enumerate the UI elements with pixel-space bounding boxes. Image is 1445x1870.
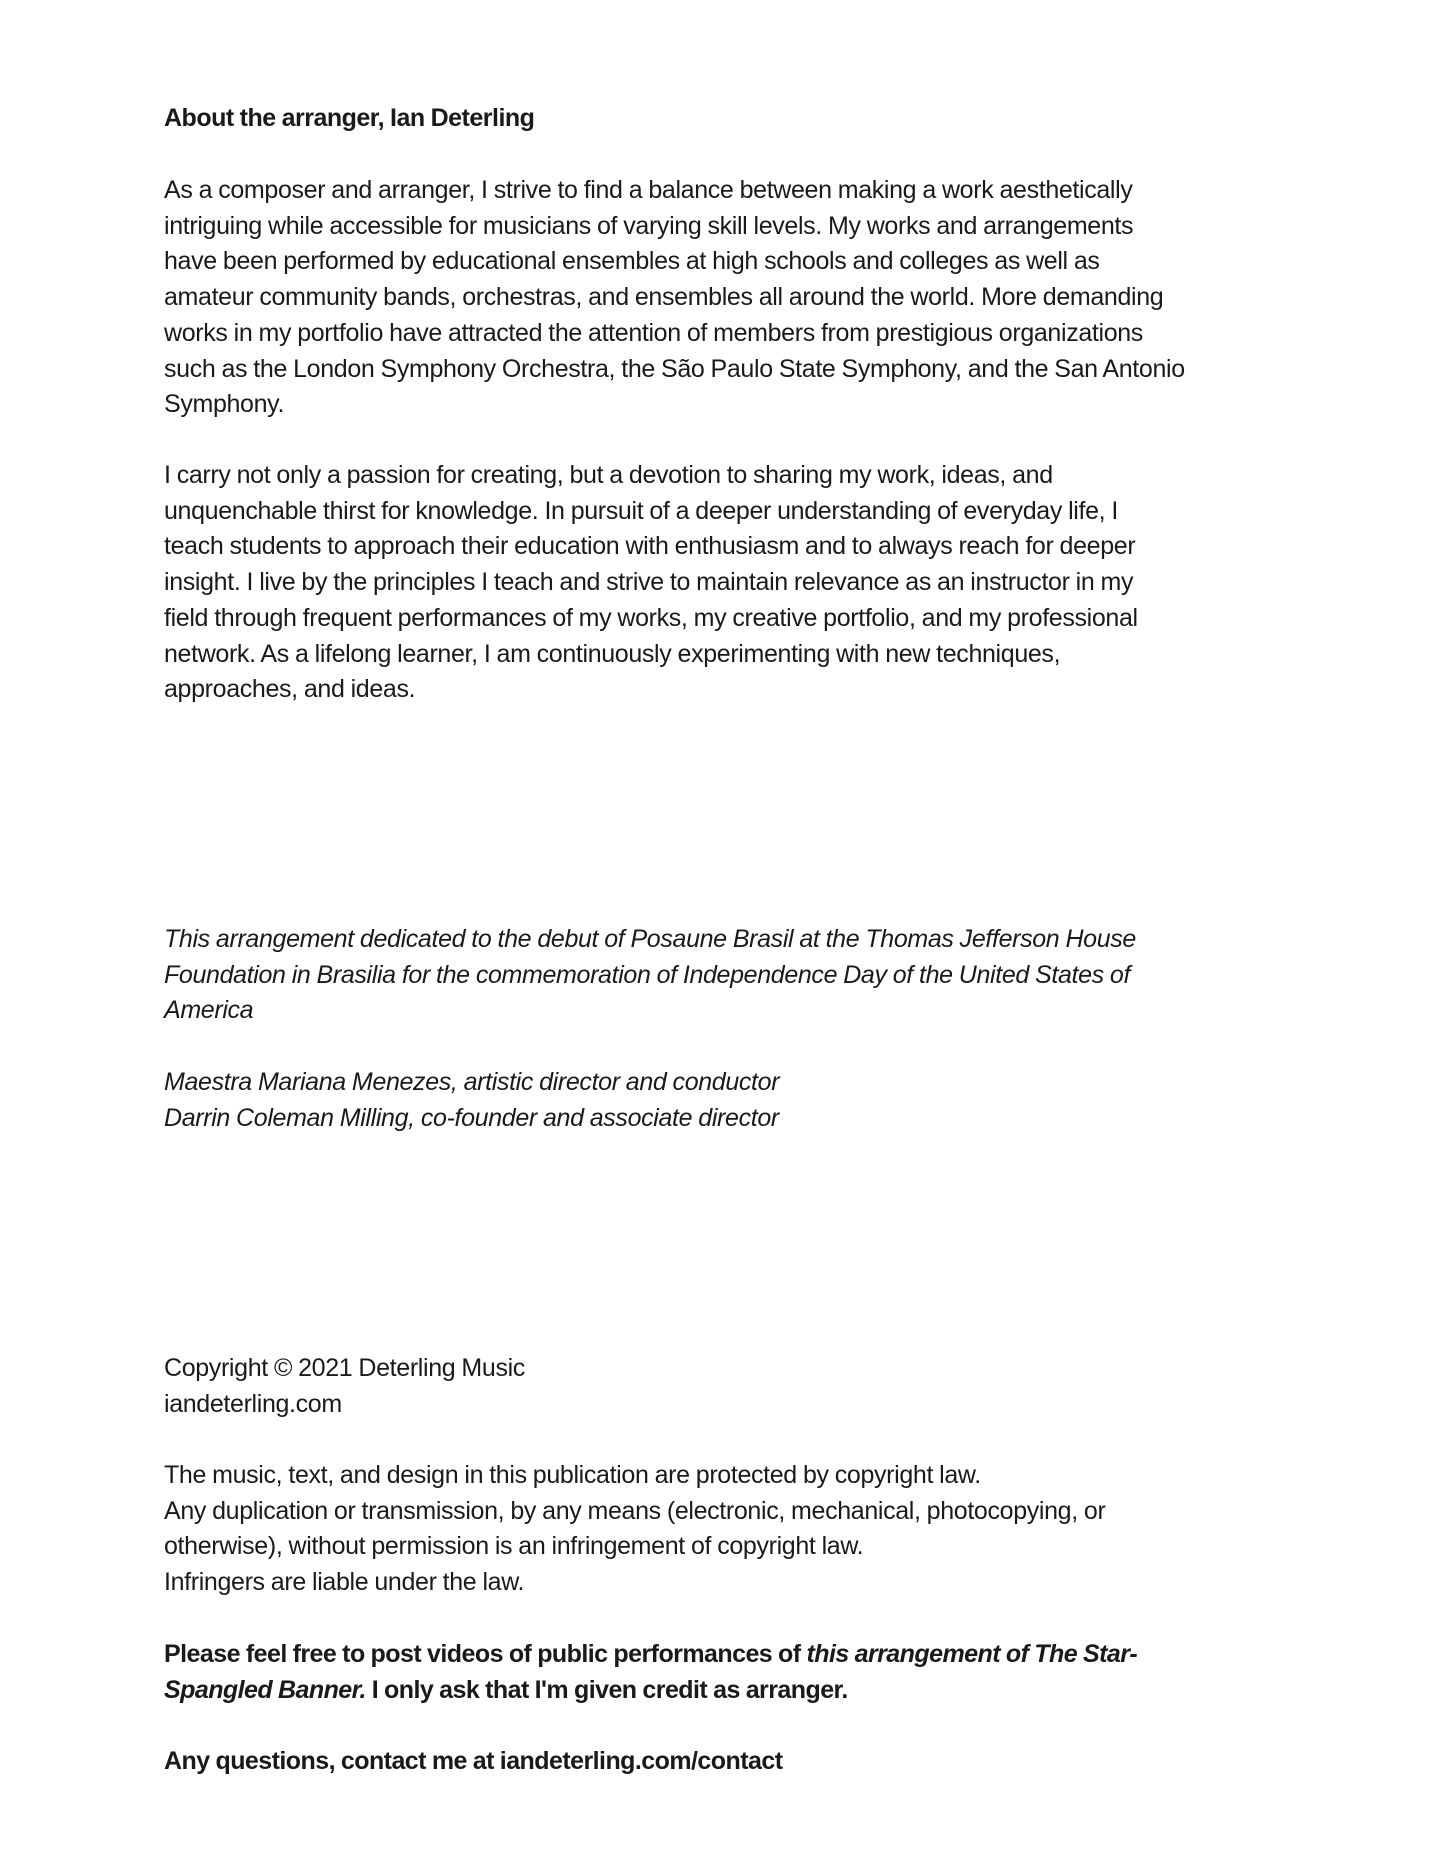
text-line: otherwise), without permission is an infringement of copyright law. <box>164 1532 864 1561</box>
text-line: network. As a lifelong learner, I am continuously experimenting with new techniques, <box>164 639 1061 668</box>
bio-paragraph-2 <box>164 458 1284 708</box>
text-line: The music, text, and design in this publication are protected by copyright law. <box>164 1461 981 1489</box>
contact-link[interactable]: iandeterling.com/contact <box>499 1747 783 1775</box>
text-line: intriguing while accessible for musicians of varying skill levels. My works and arrangements <box>164 211 1134 240</box>
text-line: approaches, and ideas. <box>164 675 416 704</box>
notice-text: Please feel free to post videos of public performances of <box>164 1640 807 1668</box>
text-line: As a composer and arranger, I strive to find a balance between making a work aesthetically <box>164 176 1133 204</box>
text-line: This arrangement dedicated to the debut of Posaune Brasil at the Thomas Jefferson House <box>164 925 1136 953</box>
text-line: amateur community bands, orchestras, and ensembles all around the world. More demanding <box>164 283 1164 312</box>
text-line: have been performed by educational ensembles at high schools and colleges as well as <box>164 247 1100 276</box>
notice-title-italic: Spangled Banner. <box>164 1675 366 1704</box>
text-line: works in my portfolio have attracted the attention of members from prestigious organizations <box>164 318 1143 347</box>
contact-text <box>164 1744 1284 1780</box>
website-link[interactable]: iandeterling.com <box>164 1389 342 1418</box>
text-line: insight. I live by the principles I teach and strive to maintain relevance as an instructor in my <box>164 568 1134 597</box>
text-line: Foundation in Brasilia for the commemoration of Independence Day of the United States of <box>164 960 1131 989</box>
text-line: teach students to approach their education with enthusiasm and to always reach for deeper <box>164 532 1136 561</box>
bio-paragraph-1 <box>164 173 1284 423</box>
credit-line: Maestra Mariana Menezes, artistic director and conductor <box>164 1068 780 1096</box>
notice-title-italic: this arrangement of The Star- <box>806 1640 1138 1668</box>
text-line: such as the London Symphony Orchestra, the São Paulo State Symphony, and the San Antonio <box>164 354 1185 383</box>
legal-notice <box>164 1458 1284 1601</box>
credit-line: Darrin Coleman Milling, co-founder and associate director <box>164 1103 779 1132</box>
copyright-line: Copyright © 2021 Deterling Music <box>164 1354 525 1382</box>
notice-line-2 <box>164 1673 1284 1709</box>
contact-line <box>164 1744 1284 1780</box>
text-line: unquenchable thirst for knowledge. In pursuit of a deeper understanding of everyday life, I <box>164 496 1118 525</box>
notice-line-1 <box>164 1637 1284 1673</box>
text-line: Any duplication or transmission, by any means (electronic, mechanical, photocopying, or <box>164 1496 1106 1525</box>
performance-notice <box>164 1637 1284 1708</box>
text-line: field through frequent performances of my works, my creative portfolio, and my professional <box>164 603 1138 632</box>
text-line: America <box>164 996 254 1025</box>
text-line: Symphony. <box>164 390 285 419</box>
notice-text: I only ask that I'm given credit as arranger. <box>365 1675 848 1704</box>
dedication <box>164 922 1284 1029</box>
credits <box>164 1065 1284 1136</box>
heading-text: About the arranger, Ian Deterling <box>164 104 535 132</box>
contact-prefix: Any questions, contact me at <box>164 1747 500 1775</box>
page-title <box>164 101 1284 137</box>
copyright-block <box>164 1351 1284 1422</box>
text-line: Infringers are liable under the law. <box>164 1568 525 1597</box>
text-line: I carry not only a passion for creating, but a devotion to sharing my work, ideas, and <box>164 461 1053 489</box>
